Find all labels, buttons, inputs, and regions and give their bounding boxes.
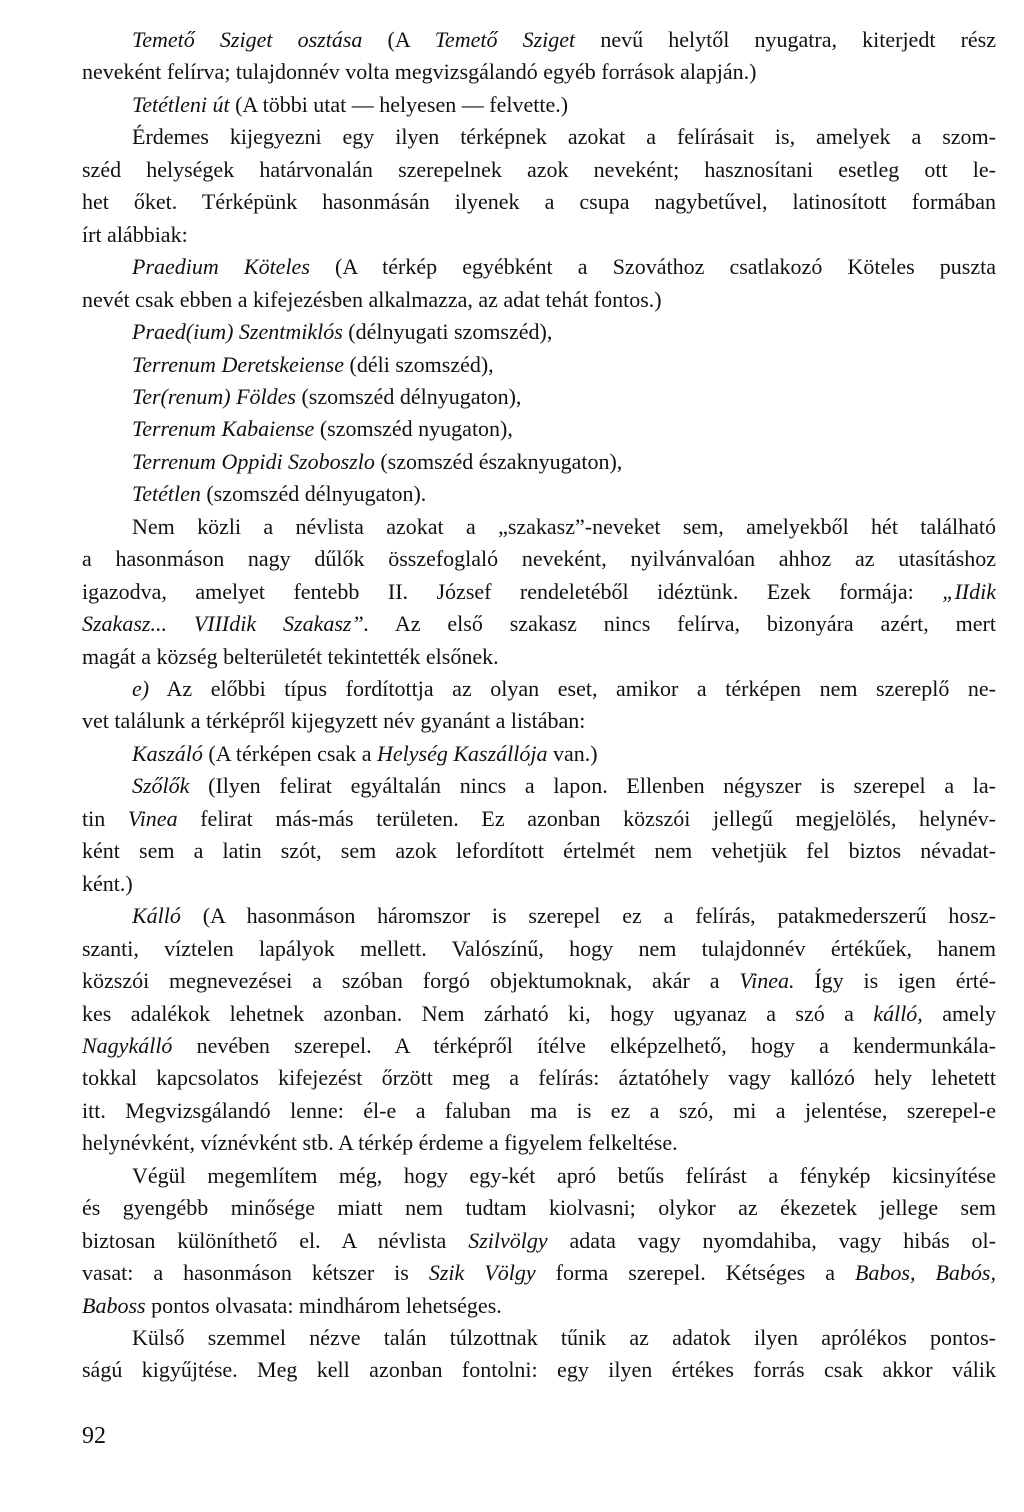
text-segment: ságú kigyűjtése. Meg kell azonban fontolni: egy ilyen értékes forrás csak akkor válik [82,1357,996,1383]
italic-text: Ter(renum) Földes [132,383,296,409]
text-segment: het őket. Térképünk hasonmásán ilyenek a csupa nagybetűvel, latinosított formában [82,189,996,215]
text-segment: Az előbbi típus fordítottja az olyan eset, amikor a térképen nem szereplő ne- [149,676,996,701]
italic-text: Tetétlen [132,481,201,507]
text-line [132,119,996,155]
text-line [82,996,996,1032]
text-line [132,768,996,804]
text-segment: (délnyugati szomszéd), [342,319,553,345]
text-line [132,444,996,480]
text-segment: vasat: a hasonmáson kétszer is [82,1260,429,1286]
text-line [82,1190,996,1226]
text-segment: (A térképen csak a [202,740,378,766]
text-segment: (A térkép egyébként a Szováthoz csatlakozó Köteles puszta [309,254,996,280]
text-segment: forma szerepel. Kétséges a [535,1260,855,1286]
italic-text: Temető Sziget osztása [132,27,363,52]
text-line [82,1028,996,1064]
italic-text: Temető Sziget [434,27,576,52]
text-segment: Külső szemmel nézve talán túlzottnak tűnik az adatok ilyen aprólékos pontos- [132,1325,996,1350]
italic-text: Terrenum Kabaiense [132,416,315,442]
text-segment: kes adalékok lehetnek azonban. Nem zárható ki, hogy ugyanaz a szó a [82,1000,874,1026]
text-line [82,833,996,869]
text-segment: magát a község belterületét tekintették elsőnek. [82,643,499,669]
text-segment: közszói megnevezései a szóban forgó objektumoknak, akár a [82,968,740,994]
text-segment: felirat más-más területen. Ez azonban közszói jellegű megjelölés, helynév- [177,805,996,831]
text-line [82,574,996,610]
text-segment: van.) [547,740,598,766]
italic-text: Szőlők [132,773,190,799]
text-segment: írt alábbiak: [82,221,188,247]
italic-text: Kálló [132,903,181,929]
text-segment: (A [362,27,435,52]
italic-text: Terrenum Oppidi Szoboszlo [132,448,375,474]
italic-text: Szilvölgy [468,1227,548,1253]
italic-text: e) [132,676,150,701]
text-line [82,1093,996,1129]
italic-text: „IIdik [942,578,996,604]
text-segment: (szomszéd északnyugaton), [374,448,623,474]
text-segment: igazodva, amelyet fentebb II. József rendeletéből idéztünk. Ezek formája: [82,578,943,604]
text-line [82,152,996,188]
text-line [82,801,996,837]
text-line [82,217,996,253]
italic-text: Kaszáló [132,740,203,766]
text-segment: széd helységek határvonalán szerepelnek azok neveként; hasznosítani esetleg ott le- [82,156,996,182]
text-segment: (szomszéd délnyugaton), [295,383,522,409]
text-line [132,509,996,545]
text-segment: a hasonmáson nagy dűlők összefoglaló neveként, nyilvánvalóan ahhoz az utasításhoz [82,546,996,572]
text-line [82,703,996,739]
text-segment: (Ilyen felirat egyáltalán nincs a lapon. Ellenben négyszer is szerepel a la- [189,773,996,799]
italic-text: Szik Völgy [428,1260,536,1286]
text-segment: Érdemes kijegyezni egy ilyen térképnek azokat a felírásait is, amelyek a szom- [132,124,996,150]
text-line [132,1158,996,1194]
text-segment: tokkal kapcsolatos kifejezést őrzött meg a felírás: áztatóhely vagy kallózó hely lehetett [82,1065,996,1091]
italic-text: Tetétleni út [132,91,230,117]
text-line [132,314,996,350]
text-line [132,476,996,512]
italic-text: Baboss [82,1292,146,1318]
text-segment: (déli szomszéd), [344,351,494,377]
text-segment: Az első szakasz nincs felírva, bizonyára azért, mert [369,611,996,637]
italic-text: Vinea [127,805,178,831]
italic-text: kálló, [873,1000,923,1026]
text-segment: itt. Megvizsgálandó lenne: él-e a faluban ma is ez a szó, mi a jelentése, szerepel-e [82,1097,996,1123]
italic-text: Praed(ium) Szentmiklós [132,319,343,345]
text-line [82,606,996,642]
text-line [82,1288,996,1324]
text-segment: (szomszéd nyugaton), [314,416,513,442]
text-line [132,22,996,58]
text-line [132,379,996,415]
italic-text: Praedium Köteles [132,254,310,280]
text-line [82,931,996,967]
text-line [82,1255,996,1291]
italic-text: Nagykálló [82,1032,173,1058]
text-segment: helynévként, víznévként stb. A térkép érdeme a figyelem felkeltése. [82,1130,678,1156]
text-segment: és gyengébb minősége miatt nem tudtam kiolvasni; olykor az ékezetek jellege sem [82,1195,996,1221]
text-segment: (A hasonmáson háromszor is szerepel ez a felírás, patakmederszerű hosz- [180,903,996,929]
text-segment: Végül megemlítem még, hogy egy-két apró betűs felírást a fénykép kicsinyítése [132,1162,996,1188]
text-segment: (szomszéd délnyugaton). [200,481,427,507]
text-segment: ként.) [82,870,133,896]
text-segment: biztosan különíthető el. A névlista [82,1227,469,1253]
text-line [82,282,996,318]
text-line [82,54,996,90]
text-line [82,866,996,902]
text-line [82,1125,996,1161]
text-segment: Nem közli a névlista azokat a „szakasz”-neveket sem, amelyekből hét található [132,513,996,539]
text-segment: adata vagy nyomdahiba, vagy hibás ol- [547,1227,996,1253]
italic-text: Szakasz... VIIIdik Szakasz”. [82,611,370,637]
text-segment: vet találunk a térképről kijegyzett név gyanánt a listában: [82,708,586,734]
text-line [82,1223,996,1259]
text-segment: ként sem a latin szót, sem azok lefordított értelmét nem vehetjük fel biztos névadat- [82,838,996,864]
text-segment: tin [82,805,128,831]
text-line [132,1320,996,1356]
italic-text: Helység Kaszállója [377,740,548,766]
italic-text: Babos, Babós, [854,1260,996,1286]
text-line [82,1352,996,1388]
text-segment: (A többi utat — helyesen — felvette.) [229,91,569,117]
text-line [82,963,996,999]
text-line [132,736,996,772]
text-segment: neveként felírva; tulajdonnév volta megvizsgálandó egyéb források alapján.) [82,59,757,85]
text-line [132,249,996,285]
text-segment: amely [922,1000,996,1026]
text-line [82,541,996,577]
text-line [82,184,996,220]
text-segment: pontos olvasata: mindhárom lehetséges. [145,1292,502,1318]
text-line [132,347,996,383]
italic-text: Terrenum Deretskeiense [132,351,345,377]
page-number: 92 [82,1423,106,1449]
text-line [82,639,996,675]
text-segment: nevű helytől nyugatra, kiterjedt rész [575,27,996,52]
italic-text: Vinea. [739,968,795,994]
text-line [132,898,996,934]
text-segment: nevét csak ebben a kifejezésben alkalmazza, az adat tehát fontos.) [82,286,662,312]
text-segment: Így is igen érté- [794,968,996,994]
text-line [132,411,996,447]
text-segment: szanti, víztelen lapályok mellett. Valószínű, hogy nem tulajdonnév értékűek, hanem [82,935,996,961]
text-line [82,1060,996,1096]
text-segment: nevében szerepel. A térképről ítélve elképzelhető, hogy a kendermunkála- [172,1032,996,1058]
text-line [132,671,996,707]
text-line [132,87,996,123]
